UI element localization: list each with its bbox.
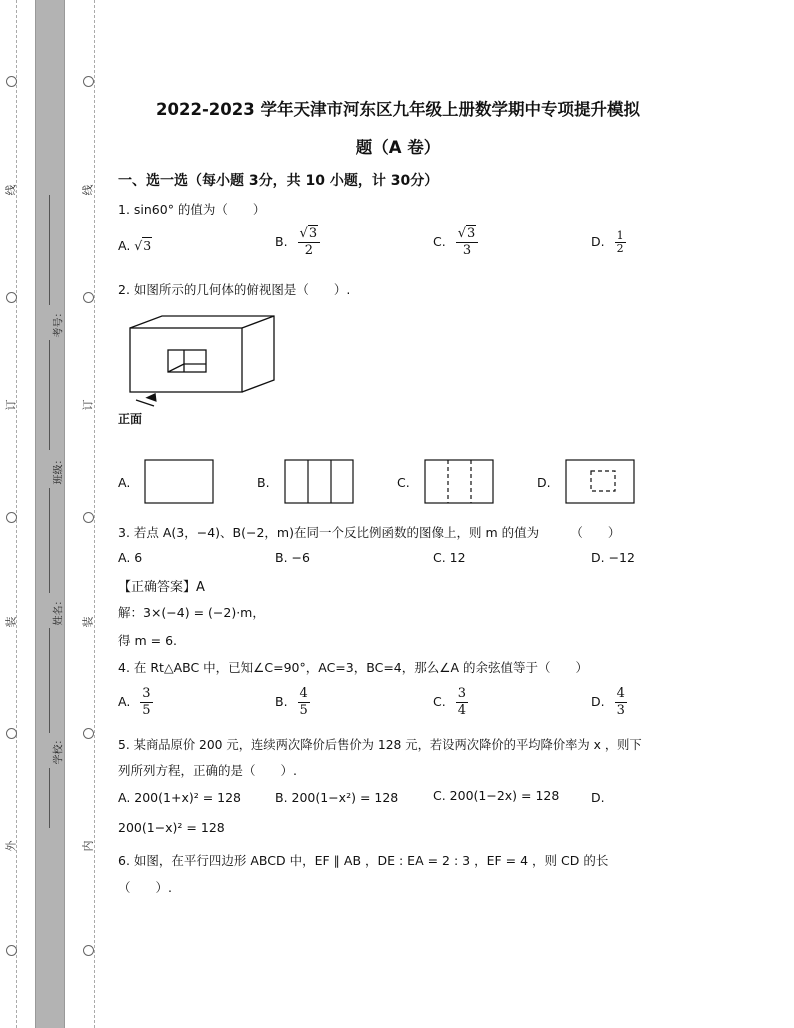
q5-option-c: C. 200(1−2x) = 128 bbox=[433, 788, 560, 803]
cut-char-outer: 外 bbox=[4, 840, 18, 852]
q2-option-a-label: A. bbox=[118, 475, 131, 490]
field-line bbox=[49, 195, 50, 305]
inner-cut-line bbox=[94, 0, 95, 1028]
q2-option-d-label: D. bbox=[537, 475, 551, 490]
q3-solution-line2: 得 m = 6. bbox=[118, 633, 177, 648]
q3-answer: 【正确答案】A bbox=[118, 580, 205, 595]
q2-front-label: 正面 bbox=[118, 412, 143, 426]
binding-hole bbox=[6, 76, 17, 87]
q5-option-d-expression: 200(1−x)² = 128 bbox=[118, 820, 225, 835]
binding-hole bbox=[83, 512, 94, 523]
q5-option-d-label: D. bbox=[591, 790, 605, 805]
q2-option-b-label: B. bbox=[257, 475, 270, 490]
q3-solution-line1: 解：3×(−4) = (−2)·m， bbox=[118, 605, 265, 620]
section-heading: 一、选一选（每小题 3分，共 10 小题，计 30分） bbox=[118, 173, 439, 189]
q2-option-a-figure bbox=[144, 459, 216, 505]
question-3-stem: 3. 若点 A(3，−4)、B(−2，m)在同一个反比例函数的图像上，则 m 的值为 （ ） bbox=[118, 525, 621, 540]
binding-hole bbox=[83, 945, 94, 956]
q4-option-d: D. $\frac{4}{3}$ bbox=[591, 686, 625, 718]
binding-border-right bbox=[64, 0, 65, 1028]
q3-option-c: C. 12 bbox=[433, 550, 466, 565]
class-label: 班级： bbox=[53, 454, 65, 485]
q3-option-d: D. −12 bbox=[591, 550, 635, 565]
field-line bbox=[49, 340, 50, 450]
q3-option-a: A. 6 bbox=[118, 550, 143, 565]
cut-char-outer: 订 bbox=[4, 399, 18, 411]
binding-strip bbox=[36, 0, 64, 1028]
exam-title-line2: 题（A 卷） bbox=[355, 138, 441, 157]
exam-title-line1: 2022-2023 学年天津市河东区九年级上册数学期中专项提升模拟 bbox=[156, 100, 640, 119]
question-5-stem-line1: 5. 某商品原价 200 元，连续两次降价后售价为 128 元，若设两次降价的平均降价率为 x ，则下 bbox=[118, 738, 642, 752]
q4-option-c: C. $\frac{3}{4}$ bbox=[433, 686, 466, 718]
q5-option-b: B. 200(1−x²) = 128 bbox=[275, 790, 399, 805]
field-line bbox=[49, 768, 50, 828]
q3-option-b: B. −6 bbox=[275, 550, 310, 565]
field-line bbox=[49, 488, 50, 593]
binding-hole bbox=[83, 728, 94, 739]
question-5-stem-line2: 列所列方程，正确的是（ ）. bbox=[118, 763, 297, 778]
q1-option-a: A. √3 bbox=[118, 238, 152, 253]
binding-hole bbox=[6, 945, 17, 956]
field-line bbox=[49, 628, 50, 733]
q1-option-c: C. $\frac{√3}{3}$ bbox=[433, 226, 478, 259]
binding-hole bbox=[6, 512, 17, 523]
binding-hole bbox=[6, 292, 17, 303]
question-2-stem: 2. 如图所示的几何体的俯视图是（ ）. bbox=[118, 282, 351, 297]
cut-char-outer: 线 bbox=[4, 184, 18, 196]
q2-option-d-figure bbox=[565, 459, 637, 505]
question-6-stem-line1: 6. 如图，在平行四边形 ABCD 中，EF ∥ AB ，DE : EA = 2 : 3 ，EF = 4 ，则 CD 的长 bbox=[118, 853, 609, 868]
q1-option-b: B. $\frac{√3}{2}$ bbox=[275, 226, 320, 259]
q2-option-b-figure bbox=[284, 459, 356, 505]
cut-char-inner: 线 bbox=[81, 184, 95, 196]
cut-char-outer: 装 bbox=[4, 616, 18, 628]
q2-option-c-figure bbox=[424, 459, 496, 505]
question-1-stem: 1. sin60° 的值为（ ） bbox=[118, 202, 266, 217]
q4-option-b: B. $\frac{4}{5}$ bbox=[275, 686, 308, 718]
binding-hole bbox=[83, 76, 94, 87]
binding-hole bbox=[6, 728, 17, 739]
q2-solid-figure bbox=[124, 312, 284, 432]
q1-option-d: D. $\frac{1}{2}$ bbox=[591, 229, 624, 255]
cut-char-inner: 订 bbox=[81, 399, 95, 411]
school-label: 学校： bbox=[53, 734, 65, 765]
q4-option-a: A. $\frac{3}{5}$ bbox=[118, 686, 151, 718]
binding-hole bbox=[83, 292, 94, 303]
cut-char-inner: 装 bbox=[81, 616, 95, 628]
question-6-stem-line2: （ ）. bbox=[118, 880, 172, 895]
q5-option-a: A. 200(1+x)² = 128 bbox=[118, 790, 242, 805]
q2-option-c-label: C. bbox=[397, 475, 410, 490]
question-4-stem: 4. 在 Rt△ABC 中，已知∠C=90°，AC=3，BC=4，那么∠A 的余弦值等于（ ） bbox=[118, 660, 588, 675]
cut-char-inner: 内 bbox=[81, 840, 95, 852]
exam-number-label: 考号： bbox=[53, 307, 65, 338]
name-label: 姓名： bbox=[53, 595, 65, 626]
